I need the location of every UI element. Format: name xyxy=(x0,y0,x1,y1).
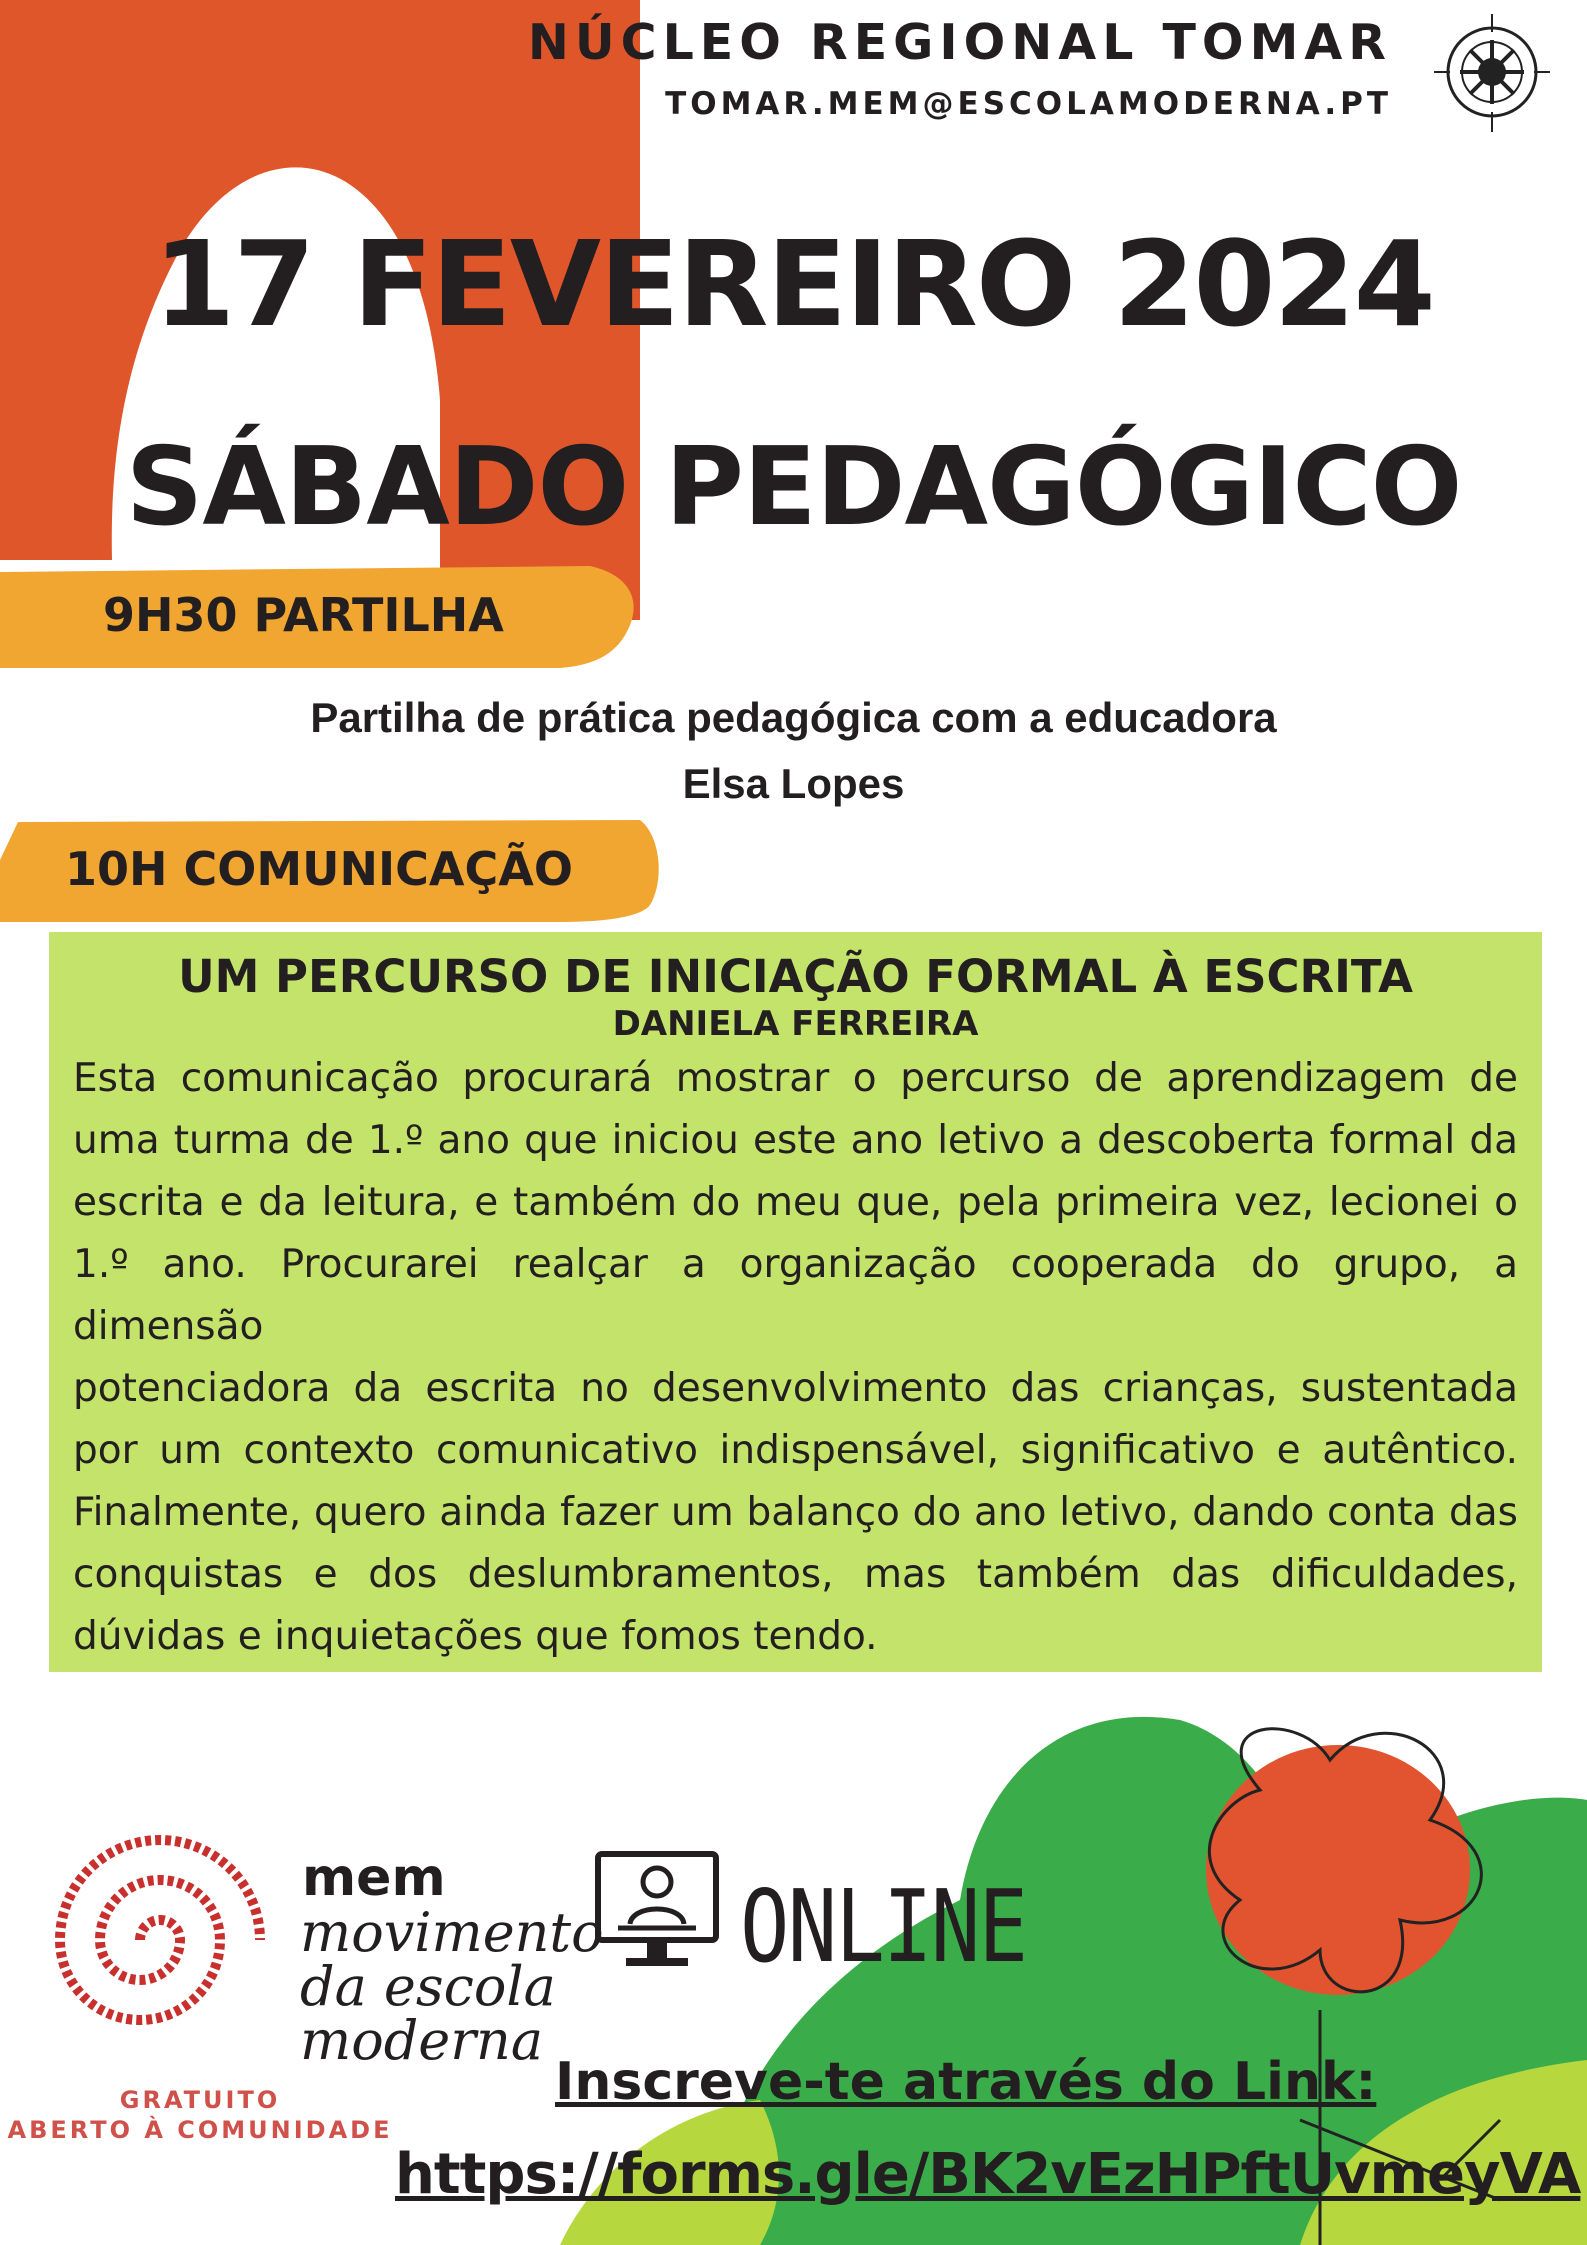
partilha-description xyxy=(0,685,1587,817)
online-computer-icon xyxy=(592,1848,722,1978)
comunicacao-body xyxy=(73,1048,1518,1668)
online-label: ONLINE xyxy=(740,1868,1027,1985)
comunicacao-time-label: 10H COMUNICAÇÃO xyxy=(65,842,573,896)
partilha-description-line2: Elsa Lopes xyxy=(682,760,905,807)
mem-emblem-icon xyxy=(1432,10,1552,135)
mem-name-line2: da escola xyxy=(300,1955,556,2018)
partilha-description-line1: Partilha de prática pedagógica com a educadora xyxy=(310,694,1277,741)
organization-email[interactable]: TOMAR.MEM@ESCOLAMODERNA.PT xyxy=(665,86,1392,122)
register-text: Inscreve-te através do Link: xyxy=(555,2052,1377,2112)
comunicacao-paragraph-1: Esta comunicação procurará mostrar o percurso de aprendizagem de uma turma de 1.º ano que iniciou este ano letivo a descoberta formal da escrita e da leitura, e também do meu que, pela primeira vez, lecionei o 1.º ano. Procurarei realçar a organização cooperada do grupo, a dimensão xyxy=(73,1056,1518,1349)
comunicacao-title: UM PERCURSO DE INICIAÇÃO FORMAL À ESCRITA xyxy=(178,950,1413,1003)
event-title: SÁBADO PEDAGÓGICO xyxy=(125,425,1462,550)
mem-spiral-logo xyxy=(20,1800,300,2080)
mem-full-name xyxy=(300,1901,604,2072)
registration-link[interactable]: https://forms.gle/BK2vEzHPftUvmeyVA xyxy=(395,2142,1581,2207)
partilha-time-label: 9H30 PARTILHA xyxy=(103,588,504,642)
free-label: GRATUITO xyxy=(119,2086,281,2114)
mem-short-name: mem xyxy=(302,1848,446,1908)
mem-name-line1: movimento xyxy=(300,1901,604,1964)
red-flower-shape xyxy=(1206,1745,1470,1995)
organization-title: NÚCLEO REGIONAL TOMAR xyxy=(527,14,1392,71)
mem-name-line3: moderna xyxy=(300,2009,544,2072)
event-date: 17 FEVEREIRO 2024 xyxy=(153,215,1434,353)
comunicacao-panel xyxy=(49,932,1542,1672)
comunicacao-paragraph-2: potenciadora da escrita no desenvolvimento das crianças, sustentada por um contexto comunicativo indispensável, significativo e autêntico. Finalmente, quero ainda fazer um balanço do ano letivo, dando conta das conquistas e dos deslumbramentos, mas também das dificuldades, dúvidas e inquietações que fomos tendo. xyxy=(73,1366,1518,1659)
comunicacao-author: DANIELA FERREIRA xyxy=(612,1004,979,1044)
open-to-community-label: ABERTO À COMUNIDADE xyxy=(7,2116,393,2144)
